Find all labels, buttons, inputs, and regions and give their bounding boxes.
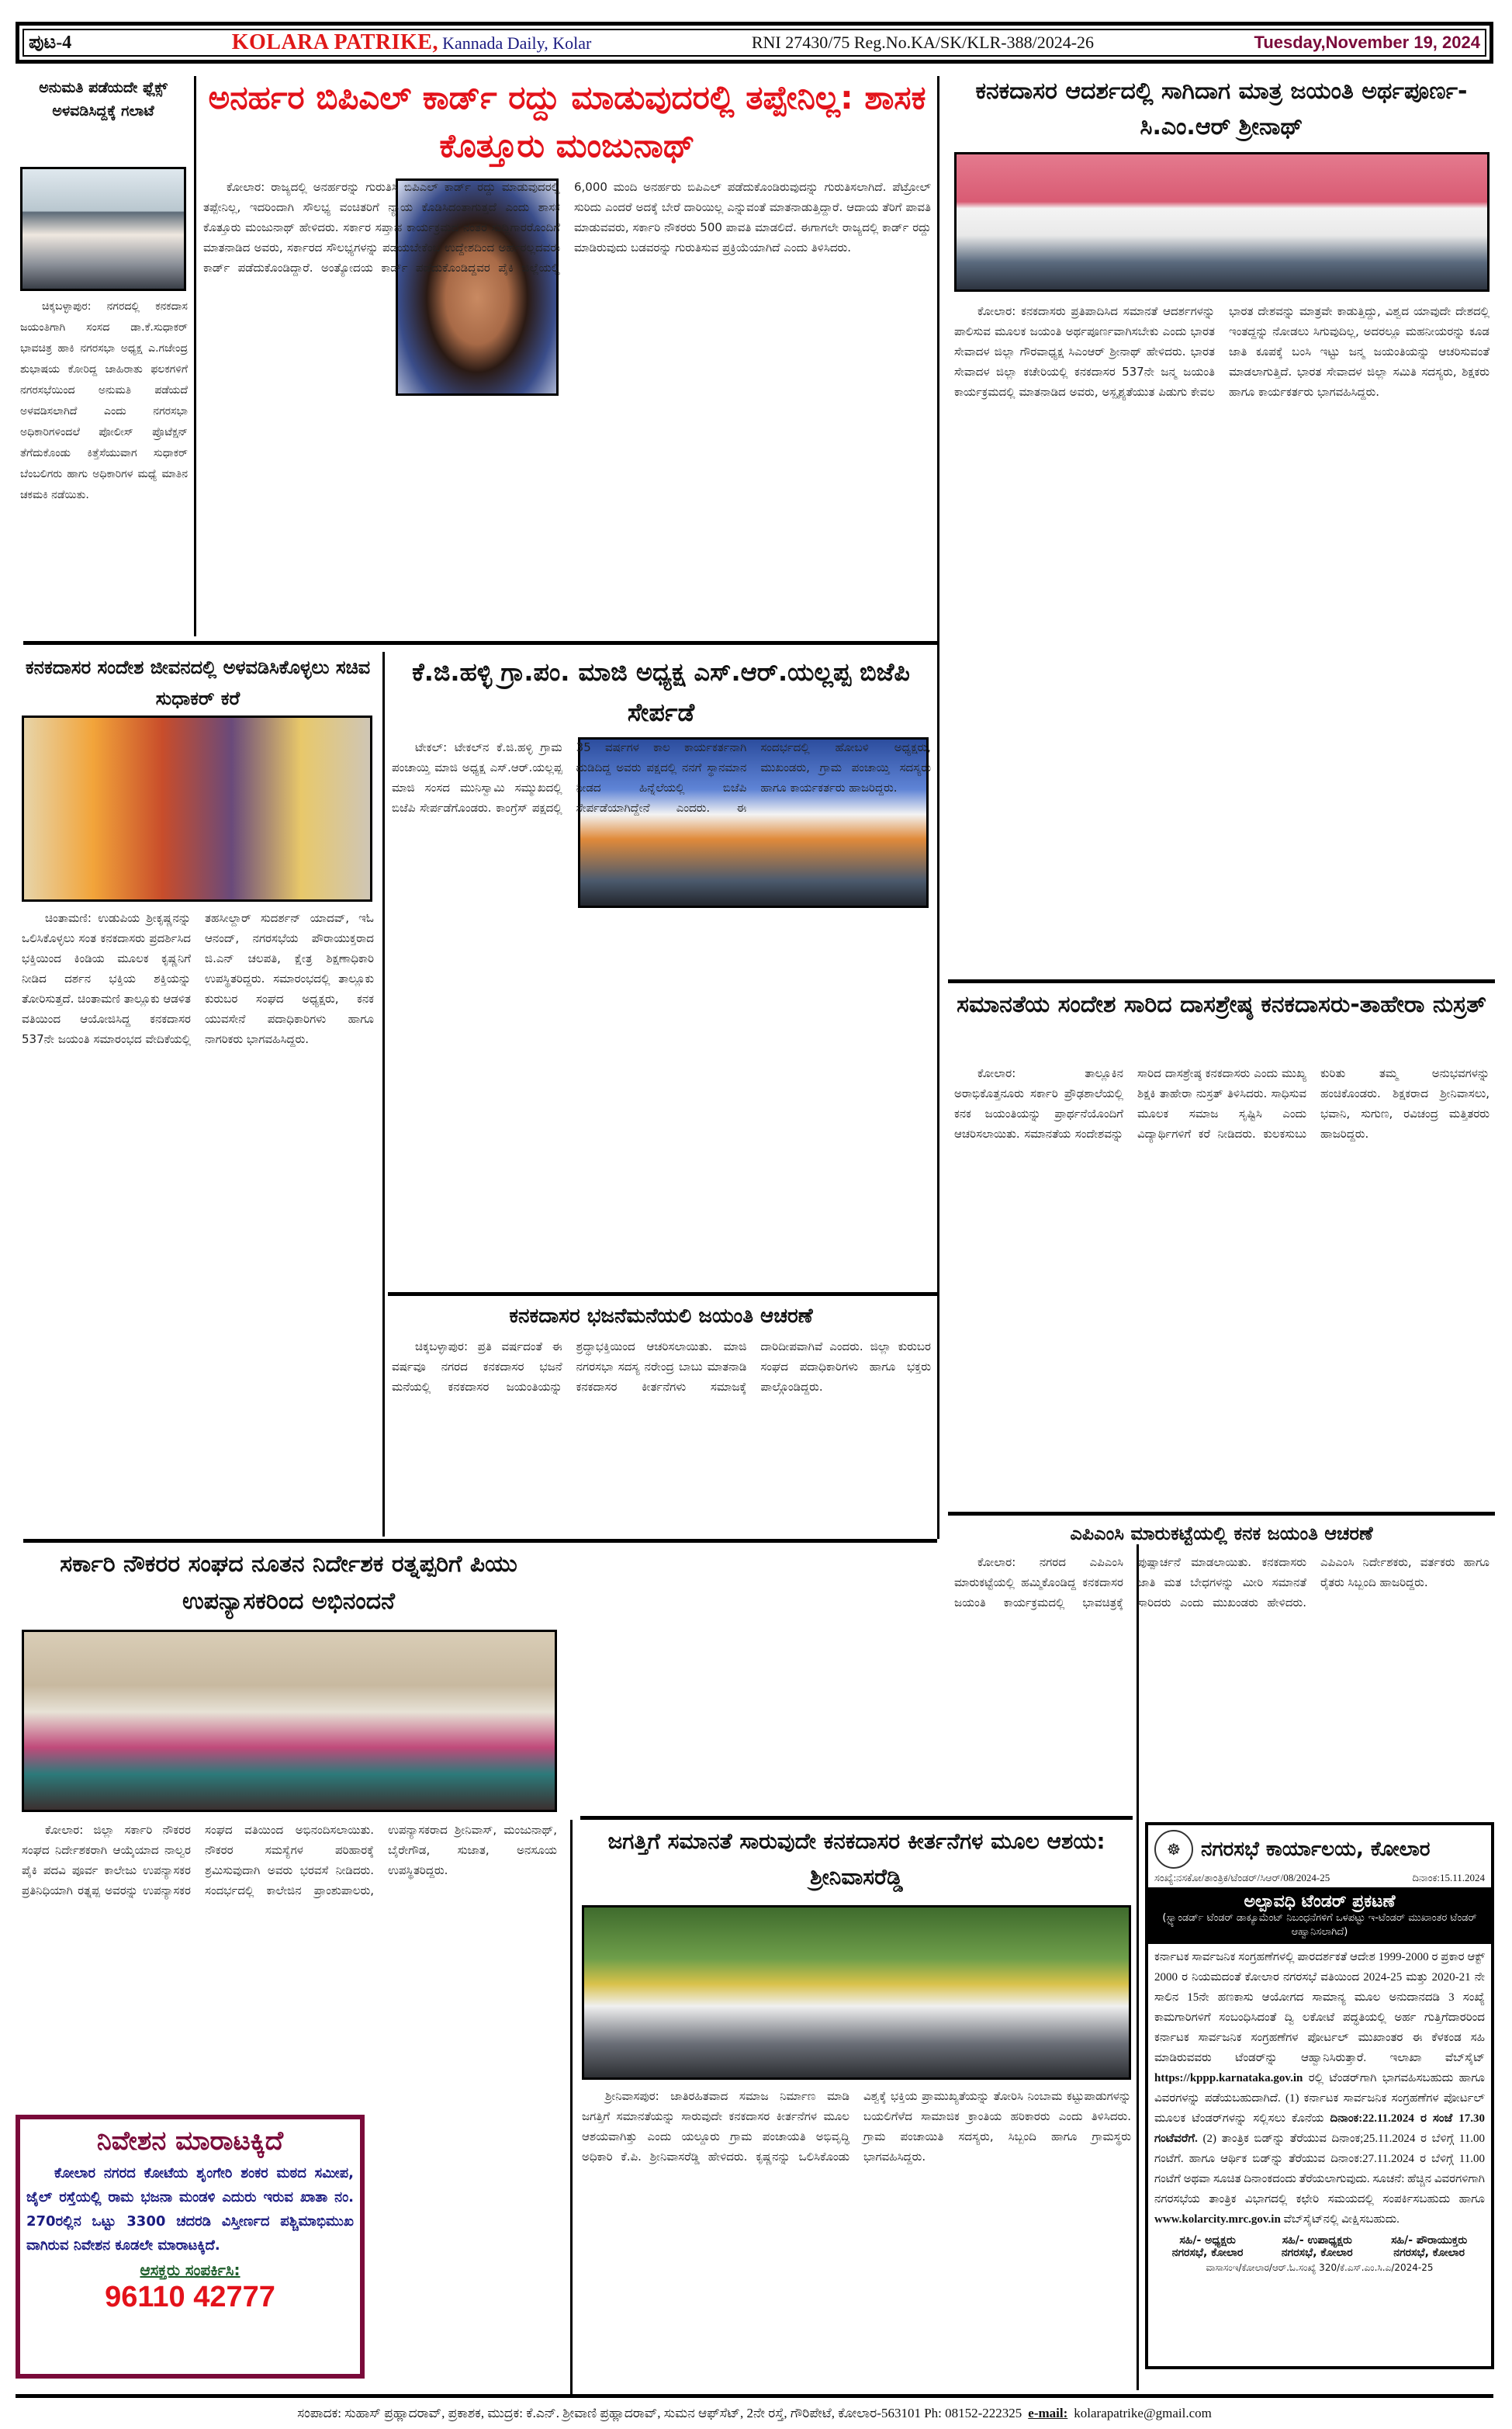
- email-address[interactable]: kolarapatrike@gmail.com: [1074, 2406, 1212, 2420]
- headline-flex: ಅನುಮತಿ ಪಡೆಯದೇ ಫ್ಲೆಕ್ಸ್ ಅಳವಡಿಸಿದ್ದಕ್ಕೆ ಗಲಾಟೆ: [39, 79, 168, 120]
- section-divider: [388, 1292, 937, 1296]
- headline-apmc: ಎಪಿಎಂಸಿ ಮಾರುಕಟ್ಟೆಯಲ್ಲಿ ಕನಕ ಜಯಂತಿ ಆಚರಣೆ: [1070, 1523, 1373, 1544]
- article-text: ಟೇಕಲ್: ಟೇಕಲ್‌ನ ಕೆ.ಜಿ.ಹಳ್ಳಿ ಗ್ರಾಮ ಪಂಚಾಯ್ತಿ ಮಾಜಿ ಅಧ್ಯಕ್ಷ ಎಸ್.ಆರ್.ಯಲ್ಲಪ್ಪ ಮಾಜಿ ಸಂಸದ ಮುನಿಸ್ವಾಮಿ ಸಮ್ಮುಖದಲ್ಲಿ ಬಿಜೆಪಿ ಸೇರ್ಪಡೆಗೊಂಡರು. ಕಾಂಗ್ರೆಸ್ ಪಕ್ಷದಲ್ಲಿ 35 ವರ್ಷಗಳ ಕಾಲ ಕಾರ್ಯಕರ್ತನಾಗಿ ದುಡಿದಿದ್ದ ಅವರು ಪಕ್ಷದಲ್ಲಿ ನನಗೆ ಸ್ಥಾನಮಾನ ನೀಡದ ಹಿನ್ನೆಲೆಯಲ್ಲಿ ಬಿಜೆಪಿ ಸೇರ್ಪಡೆಯಾಗಿದ್ದೇನೆ ಎಂದರು. ಈ ಸಂದರ್ಭದಲ್ಲಿ ಹೋಬಳಿ ಅಧ್ಯಕ್ಷರು, ಮುಖಂಡರು, ಗ್ರಾಮ ಪಂಚಾಯ್ತಿ ಸದಸ್ಯರು ಹಾಗೂ ಕಾರ್ಯಕರ್ತರು ಹಾಜರಿದ್ದರು.: [392, 740, 931, 815]
- newspaper-subtitle: Kannada Daily, Kolar: [442, 33, 592, 53]
- signatory-place: ನಗರಸಭೆ, ಕೋಲಾರ: [1171, 2247, 1244, 2259]
- photo-bharat-sevadal-event: [954, 152, 1490, 292]
- ad-plot-body: ಕೋಲಾರ ನಗರದ ಕೋಟೆಯ ಶೃಂಗೇರಿ ಶಂಕರ ಮಠದ ಸಮೀಪ, ಜೈಲ್ ರಸ್ತೆಯಲ್ಲಿ ರಾಮ ಭಜನಾ ಮಂಡಳಿ ಎದುರು ಇರುವ ಖಾತಾ ನಂ. 270ರಲ್ಲಿನ ಒಟ್ಟು 3300 ಚದರಡಿ ವಿಸ್ತೀರ್ಣದ ಪಶ್ಚಿಮಾಭಿಮುಖ ವಾಗಿರುವ ನಿವೇಶನ ಕೂಡಲೇ ಮಾರಾಟಕ್ಕಿದೆ.: [26, 2165, 354, 2254]
- article-body-bhajane: [392, 1336, 931, 1535]
- signatory-role: ಸಹಿ/- ಅಧ್ಯಕ್ಷರು: [1179, 2234, 1236, 2247]
- ad-plot-title: ನಿವೇಶನ ಮಾರಾಟಕ್ಕಿದೆ: [96, 2126, 284, 2157]
- article-body-flex: [20, 296, 188, 636]
- tender-ref-no: ಸಂಖ್ಯೆ:ನಸಕೋ/ತಾಂತ್ರಿಕ/ಟೆಂಡರ್/ಸಿಆರ್/08/2024-25: [1154, 1872, 1330, 1883]
- article-body-apmc: [954, 1552, 1490, 1812]
- registration-number: RNI 27430/75 Reg.No.KA/SK/KLR-388/2024-26: [751, 33, 1095, 52]
- issue-date: Tuesday,November 19, 2024: [1254, 33, 1480, 52]
- article-text: ಕೋಲಾರ: ತಾಲ್ಲೂಕಿನ ಅರಾಭಿಕೊತ್ತನೂರು ಸರ್ಕಾರಿ ಪ್ರೌಢಶಾಲೆಯಲ್ಲಿ ಕನಕ ಜಯಂತಿಯನ್ನು ಪ್ರಾರ್ಥನೆಯೊಂದಿಗೆ ಆಚರಿಸಲಾಯಿತು. ಸಮಾನತೆಯ ಸಂದೇಶವನ್ನು ಸಾರಿದ ದಾಸಶ್ರೇಷ್ಠ ಕನಕದಾಸರು ಎಂದು ಮುಖ್ಯ ಶಿಕ್ಷಕಿ ತಾಹೇರಾ ನುಸ್ರತ್ ತಿಳಿಸಿದರು. ಸಾಧಿಸುವ ಮೂಲಕ ಸಮಾಜ ಸೃಷ್ಟಿಸಿ ಎಂದು ವಿದ್ಯಾರ್ಥಿಗಳಿಗೆ ಕರೆ ನೀಡಿದರು. ಕುಲಕಸುಬು ಕುರಿತು ತಮ್ಮ ಅನುಭವಗಳನ್ನು ಹಂಚಿಕೊಂಡರು. ಶಿಕ್ಷಕರಾದ ಶ್ರೀನಿವಾಸಲು, ಭವಾನಿ, ಸುಗುಣ, ರವಿಚಂದ್ರ ಮತ್ತಿತರರು ಹಾಜರಿದ್ದರು.: [954, 1066, 1490, 1141]
- article-text: ಚಿಂತಾಮಣಿ: ಉಡುಪಿಯ ಶ್ರೀಕೃಷ್ಣನನ್ನು ಒಲಿಸಿಕೊಳ್ಳಲು ಸಂತ ಕನಕದಾಸರು ಪ್ರದರ್ಶಿಸಿದ ಭಕ್ತಿಯಿಂದ ಕಿಂಡಿಯ ಮೂಲಕ ಕೃಷ್ಣನಿಗೆ ನೀಡಿದ ದರ್ಶನ ಭಕ್ತಿಯ ಶಕ್ತಿಯನ್ನು ತೋರಿಸುತ್ತದೆ. ಚಿಂತಾಮಣಿ ತಾಲ್ಲೂಕು ಆಡಳಿತ ವತಿಯಿಂದ ಆಯೋಜಿಸಿದ್ದ ಕನಕದಾಸರ 537ನೇ ಜಯಂತಿ ಸಮಾರಂಭದ ವೇದಿಕೆಯಲ್ಲಿ ತಹಸೀಲ್ದಾರ್ ಸುದರ್ಶನ್ ಯಾದವ್, ಇಓ ಆನಂದ್, ನಗರಸಭೆಯ ಪೌರಾಯುಕ್ತರಾದ ಜಿ.ಎನ್ ಚಲಪತಿ, ಕ್ಷೇತ್ರ ಶಿಕ್ಷಣಾಧಿಕಾರಿ ಉಪಸ್ಥಿತರಿದ್ದರು. ಸಮಾರಂಭದಲ್ಲಿ ತಾಲ್ಲೂಕು ಕುರುಬರ ಸಂಘದ ಅಧ್ಯಕ್ಷರು, ಕನಕ ಯುವಸೇನೆ ಪದಾಧಿಕಾರಿಗಳು ಹಾಗೂ ನಾಗರಿಕರು ಭಾಗವಹಿಸಿದ್ದರು.: [22, 911, 374, 1046]
- tender-deadline: ದಿನಾಂಕ:22.11.2024 ರ ಸಂಜೆ 17.30 ಗಂಟೆವರೆಗೆ.: [1154, 2112, 1486, 2145]
- article-text: ಕೋಲಾರ: ನಗರದ ಎಪಿಎಂಸಿ ಮಾರುಕಟ್ಟೆಯಲ್ಲಿ ಹಮ್ಮಿಕೊಂಡಿದ್ದ ಕನಕದಾಸರ ಜಯಂತಿ ಕಾರ್ಯಕ್ರಮದಲ್ಲಿ ಭಾವಚಿತ್ರಕ್ಕೆ ಪುಷ್ಪಾರ್ಚನೆ ಮಾಡಲಾಯಿತು. ಕನಕದಾಸರು ಜಾತಿ ಮತ ಬೇಧಗಳನ್ನು ಮೀರಿ ಸಮಾನತೆ ಸಾರಿದರು ಎಂದು ಮುಖಂಡರು ಹೇಳಿದರು. ಎಪಿಎಂಸಿ ನಿರ್ದೇಶಕರು, ವರ್ತಕರು ಹಾಗೂ ರೈತರು ಸಿಬ್ಬಂದಿ ಹಾಜರಿದ್ದರು.: [954, 1555, 1490, 1610]
- tender-note: ವೆಬ್‌ಸೈಟ್‌ನಲ್ಲಿ ವೀಕ್ಷಿಸಬಹುದು.: [1283, 2213, 1400, 2226]
- tender-fin-open: ಹಾಗೂ ಆರ್ಥಿಕ ಬಿಡ್‌ನ್ನು ತೆರೆಯುವ ದಿನಾಂಕ:27.11.2024 ರ ಬೆಳಿಗ್ಗೆ 11.00 ಗಂಟೆಗೆ ಅಥವಾ ಸೂಚಿತ ದಿನಾಂಕದಂದು ತೆರೆಯಲಾಗುವುದು.: [1154, 2153, 1485, 2185]
- signatory: [1172, 2234, 1244, 2259]
- column-divider: [937, 76, 939, 1539]
- email-label: e-mail:: [1028, 2406, 1068, 2420]
- signatory-role: ಸಹಿ/- ಉಪಾಧ್ಯಕ್ಷರು: [1282, 2234, 1352, 2247]
- headline-tahera: ಸಮಾನತೆಯ ಸಂದೇಶ ಸಾರಿದ ದಾಸಶ್ರೇಷ್ಠ ಕನಕದಾಸರು-ತಾಹೇರಾ ನುಸ್ರತ್: [957, 991, 1486, 1018]
- section-divider: [948, 979, 1495, 983]
- article-body-tahera: [954, 1063, 1490, 1507]
- headline-srinivasareddy: ಜಗತ್ತಿಗೆ ಸಮಾನತೆ ಸಾರುವುದೇ ಕನಕದಾಸರ ಕೀರ್ತನೆಗಳ ಮೂಲ ಆಶಯ: ಶ್ರೀನಿವಾಸರೆಡ್ಡಿ: [607, 1828, 1105, 1890]
- signatory-place: ನಗರಸಭೆ, ಕೋಲಾರ: [1393, 2247, 1465, 2259]
- tender-code: ವಾಸಾಸಂಇ/ಕೋಲಾರ/ಆರ್.ಓ.ಸಂಖ್ಯೆ 320/ಕೆ.ಎಸ್.ಎಂ.ಸಿ.ಎ/2024-25: [1206, 2262, 1434, 2273]
- tender-text: ಕರ್ನಾಟಕ ಸಾರ್ವಜನಿಕ ಸಂಗ್ರಹಣೆಗಳಲ್ಲಿ ಪಾರದರ್ಶಕತೆ ಆದೇಶ 1999-2000 ರ ಪ್ರಕಾರ ಆಕ್ಟ್ 2000 ರ ನಿಯಮದಂತೆ ಕೋಲಾರ ನಗರಸಭೆ ವತಿಯಿಂದ 2024-25 ಮತ್ತು 2020-21 ನೇ ಸಾಲಿನ 15ನೇ ಹಣಕಾಸು ಆಯೋಗದ ಸಾಮಾನ್ಯ ಮೂಲ ಅನುದಾನದಡಿ 3 ಸಂಖ್ಯೆ ಕಾಮಗಾರಿಗಳಿಗೆ ಸಂಬಂಧಿಸಿದಂತೆ ದ್ವಿ ಲಕೋಟೆ ಪದ್ಧತಿಯಲ್ಲಿ ಅರ್ಹ ಗುತ್ತಿಗೆದಾರರಿಂದ ಕರ್ನಾಟಕ ಸಾರ್ವಜನಿಕ ಸಂಗ್ರಹಣೆಗಳ ಪೋರ್ಟಲ್ ಮುಖಾಂತರ ಈ ಕೆಳಕಂಡ ಸಹಿ ಮಾಡಿರುವವರು ಟೆಂಡರ್‌ನ್ನು ಆಹ್ವಾನಿಸಿರುತ್ತಾರೆ. ಇಲಾಖಾ ವೆಬ್‌ಸೈಟ್: [1154, 1951, 1485, 2064]
- photo-kanakadasa-jayanti-village: [582, 1905, 1131, 2080]
- signatory-role: ಸಹಿ/- ಪೌರಾಯುಕ್ತರು: [1391, 2234, 1468, 2247]
- tender-portal-link[interactable]: https://kppp.karnataka.gov.in: [1154, 2072, 1303, 2084]
- headline-srinath: ಕನಕದಾಸರ ಆದರ್ಶದಲ್ಲಿ ಸಾಗಿದಾಗ ಮಾತ್ರ ಜಯಂತಿ ಅರ್ಥಪೂರ್ಣ- ಸಿ.ಎಂ.ಆರ್ ಶ್ರೀನಾಥ್: [975, 78, 1468, 140]
- tender-body: [1148, 1944, 1491, 2233]
- column-divider: [570, 1820, 573, 2394]
- article-text: ಶ್ರೀನಿವಾಸಪುರ: ಜಾತಿರಹಿತವಾದ ಸಮಾಜ ನಿರ್ಮಾಣ ಮಾಡಿ ಜಗತ್ತಿಗೆ ಸಮಾನತೆಯನ್ನು ಸಾರುವುದೇ ಕನಕದಾಸರ ಕೀರ್ತನೆಗಳ ಮೂಲ ಆಶಯವಾಗಿತ್ತು ಎಂದು ಯಲ್ದೂರು ಗ್ರಾಮ ಪಂಚಾಯತಿ ಅಭಿವೃದ್ಧಿ ಅಧಿಕಾರಿ ಕೆ.ಪಿ. ಶ್ರೀನಿವಾಸರೆಡ್ಡಿ ಹೇಳಿದರು. ಕೃಷ್ಣನನ್ನು ಒಲಿಸಿಕೊಂಡು ವಿಶ್ವಕ್ಕೆ ಭಕ್ತಿಯ ಪ್ರಾಮುಖ್ಯತೆಯನ್ನು ತೋರಿಸಿ ನಿಂಬಾಮ ಕಟ್ಟುಪಾಡುಗಳನ್ನು ಬಯಲಿಗೆಳೆದ ಸಾಮಾಜಿಕ ಕ್ರಾಂತಿಯ ಹರಿಕಾರರು ಎಂದು ತಿಳಿಸಿದರು. ಗ್ರಾಮ ಪಂಚಾಯಿತಿ ಸದಸ್ಯರು, ಸಿಬ್ಬಂದಿ ಹಾಗೂ ಗ್ರಾಮಸ್ಥರು ಭಾಗವಹಿಸಿದ್ದರು.: [582, 2089, 1131, 2164]
- article-text: ಕೋಲಾರ: ಕನಕದಾಸರು ಪ್ರತಿಪಾದಿಸಿದ ಸಮಾನತೆ ಆದರ್ಶಗಳನ್ನು ಪಾಲಿಸುವ ಮೂಲಕ ಜಯಂತಿ ಅರ್ಥಪೂರ್ಣವಾಗಿಸಬೇಕು ಎಂದು ಭಾರತ ಸೇವಾದಳ ಜಿಲ್ಲಾ ಗೌರವಾಧ್ಯಕ್ಷ ಸಿಎಂಆರ್ ಶ್ರೀನಾಥ್ ಹೇಳಿದರು. ಭಾರತ ಸೇವಾದಳ ಜಿಲ್ಲಾ ಕಚೇರಿಯಲ್ಲಿ ಕನಕದಾಸರ 537ನೇ ಜನ್ಮ ಜಯಂತಿ ಕಾರ್ಯಕ್ರಮದಲ್ಲಿ ಮಾತನಾಡಿದ ಅವರು, ಅಸ್ಪೃಶ್ಯತೆಯುತ ಪಿಡುಗು ಕೇವಲ ಭಾರತ ದೇಶವನ್ನು ಮಾತ್ರವೇ ಕಾಡುತ್ತಿದ್ದು, ವಿಶ್ವದ ಯಾವುದೇ ದೇಶದಲ್ಲಿ ಇಂತದ್ದನ್ನು ನೋಡಲು ಸಿಗುವುದಿಲ್ಲ, ಅದರಲ್ಲೂ ಮಹನೀಯರನ್ನು ಕೂಡ ಜಾತಿ ಕೂಪಕ್ಕೆ ಬಂಸಿ ಇಟ್ಟು ಜನ್ಮ ಜಯಂತಿಯನ್ನು ಆಚರಿಸುವಂತೆ ಮಾಡಲಾಗುತ್ತಿದೆ. ಭಾರತ ಸೇವಾದಳ ಜಿಲ್ಲಾ ಸಮಿತಿ ಸದಸ್ಯರು, ಶಿಕ್ಷಕರು ಹಾಗೂ ಕಾರ್ಯಕರ್ತರು ಭಾಗವಹಿಸಿದ್ದರು.: [954, 304, 1490, 399]
- headline-sudhakar: ಕನಕದಾಸರ ಸಂದೇಶ ಜೀವನದಲ್ಲಿ ಅಳವಡಿಸಿಕೊಳ್ಳಲು ಸಚಿವ ಸುಧಾಕರ್ ಕರೆ: [25, 657, 371, 709]
- column-divider: [194, 76, 196, 636]
- ad-plot-phone: 96110 42777: [105, 2281, 275, 2313]
- section-divider: [23, 641, 937, 645]
- photo-felicitation: [22, 1630, 557, 1812]
- tender-note: ಸೂಚನೆ: ಹೆಚ್ಚಿನ ವಿವರಗಳಿಗಾಗಿ ನಗರಸಭೆಯ ತಾಂತ್ರಿಕ ವಿಭಾಗದಲ್ಲಿ ಕಛೇರಿ ಸಮಯದಲ್ಲಿ ಸಂಪರ್ಕಿಸಬಹುದು ಹಾಗೂ: [1154, 2173, 1485, 2206]
- page-number: ಪುಟ-4: [29, 32, 72, 53]
- ad-plot-for-sale: [16, 2115, 365, 2379]
- tender-subtitle: (ಸ್ಟ್ಯಾಂಡರ್ಡ್ ಟೆಂಡರ್ ಡಾಕ್ಯೂಮೆಂಟ್ ನಿಬಂಧನೆಗಳಿಗೆ ಒಳಪಟ್ಟು ಇ-ಟೆಂಡರ್ ಮುಖಾಂತರ ಟೆಂಡರ್ ಆಹ್ವಾನಿಸಲಾಗಿದೆ): [1162, 1912, 1477, 1938]
- article-body-ratnappa: [22, 1820, 557, 2107]
- article-body-srinivasareddy: [582, 2086, 1131, 2389]
- article-body-yallappa: [392, 737, 931, 1288]
- tender-tech-open: (2) ತಾಂತ್ರಿಕ ಬಿಡ್‌ನ್ನು ತೆರೆಯುವ ದಿನಾಂಕ;25.11.2024 ರ ಬೆಳಿಗ್ಗೆ 11.00 ಗಂಟೆಗೆ.: [1154, 2133, 1485, 2165]
- imprint-text: ಸಂಪಾದಕ: ಸುಹಾಸ್ ಪ್ರಹ್ಲಾದರಾವ್, ಪ್ರಕಾಶಕ, ಮುದ್ರಕ: ಕೆ.ಎನ್. ಶ್ರೀವಾಣಿ ಪ್ರಹ್ಲಾದರಾವ್, ಸುಮನ ಆಫ್‌ಸೆಟ್, 2ನೇ ರಸ್ತೆ, ಗೌರಿಪೇಟೆ, ಕೋಲಾರ-563101 Ph: 08152-222325: [297, 2406, 1022, 2420]
- headline-bhajane: ಕನಕದಾಸರ ಭಜನೆಮನೆಯಲಿ ಜಯಂತಿ ಆಚರಣೆ: [509, 1305, 813, 1328]
- headline-bpl: ಅನರ್ಹರ ಬಿಪಿಎಲ್ ಕಾರ್ಡ್ ರದ್ದು ಮಾಡುವುದರಲ್ಲಿ ತಪ್ಪೇನಿಲ್ಲ: ಶಾಸಕ ಕೊತ್ತೂರು ಮಂಜುನಾಥ್: [208, 78, 926, 165]
- tender-ref-date: ದಿನಾಂಕ:15.11.2024: [1412, 1872, 1485, 1883]
- tender-website-link[interactable]: www.kolarcity.mrc.gov.in: [1154, 2213, 1281, 2226]
- tender-text: ರಲ್ಲಿ ಟೆಂಡರ್‌ಗಾಗಿ ಭಾಗವಹಿಸಬಹುದು ಹಾಗೂ ವಿವರಗಳನ್ನು ಪಡೆಯಬಹುದಾಗಿದೆ. (1) ಕರ್ನಾಟಕ ಸಾರ್ವಜನಿಕ ಸಂಗ್ರಹಣೆಗಳ ಪೋರ್ಟಲ್ ಮೂಲಕ ಟೆಂಡರ್‌ಗಳನ್ನು ಸಲ್ಲಿಸಲು ಕೊನೆಯ: [1154, 2072, 1486, 2125]
- ad-tender-notice: [1145, 1822, 1494, 2369]
- tender-signatories: [1148, 2233, 1491, 2261]
- section-divider: [23, 1539, 937, 1543]
- section-divider: [948, 1512, 1495, 1516]
- headline-yallappa: ಕೆ.ಜಿ.ಹಳ್ಳಿ ಗ್ರಾ.ಪಂ. ಮಾಜಿ ಅಧ್ಯಕ್ಷ ಎಸ್.ಆರ್.ಯಲ್ಲಪ್ಪ ಬಿಜೆಪಿ ಸೇರ್ಪಡೆ: [412, 657, 910, 727]
- signatory-place: ನಗರಸಭೆ, ಕೋಲಾರ: [1281, 2247, 1353, 2259]
- article-body-sudhakar: [22, 908, 374, 1535]
- photo-kanakadasa-portrait-ceremony: [22, 716, 372, 902]
- karnataka-emblem-icon: ☸: [1154, 1830, 1193, 1869]
- article-text: ಕೋಲಾರ: ಜಿಲ್ಲಾ ಸರ್ಕಾರಿ ನೌಕರರ ಸಂಘದ ನಿರ್ದೇಶಕರಾಗಿ ಆಯ್ಕೆಯಾದ ನಾಲ್ವರ ಪೈಕಿ ಪದವಿ ಪೂರ್ವ ಕಾಲೇಜು ಉಪನ್ಯಾಸಕರ ಪ್ರತಿನಿಧಿಯಾಗಿ ರತ್ನಪ್ಪ ಅವರನ್ನು ಉಪನ್ಯಾಸಕರ ಸಂಘದ ವತಿಯಿಂದ ಅಭಿನಂದಿಸಲಾಯಿತು. ನೌಕರರ ಸಮಸ್ಯೆಗಳ ಪರಿಹಾರಕ್ಕೆ ಶ್ರಮಿಸುವುದಾಗಿ ಅವರು ಭರವಸೆ ನೀಡಿದರು. ಸಂದರ್ಭದಲ್ಲಿ ಕಾಲೇಜಿನ ಪ್ರಾಂಶುಪಾಲರು, ಉಪನ್ಯಾಸಕರಾದ ಶ್ರೀನಿವಾಸ್, ಮಂಜುನಾಥ್, ಬೈರೇಗೌಡ, ಸುಜಾತ, ಅನಸೂಯ ಉಪಸ್ಥಿತರಿದ್ದರು.: [22, 1823, 557, 1897]
- column-divider: [382, 652, 385, 1537]
- headline-ratnappa: ಸರ್ಕಾರಿ ನೌಕರರ ಸಂಘದ ನೂತನ ನಿರ್ದೇಶಕ ರತ್ನಪ್ಪರಿಗೆ ಪಿಯು ಉಪನ್ಯಾಸಕರಿಂದ ಅಭಿನಂದನೆ: [60, 1551, 517, 1615]
- section-divider: [580, 1816, 1133, 1820]
- signatory: [1282, 2234, 1353, 2259]
- tender-title-band: [1148, 1887, 1491, 1944]
- article-text: ಚಿಕ್ಕಬಳ್ಳಾಪುರ: ಪ್ರತಿ ವರ್ಷದಂತೆ ಈ ವರ್ಷವೂ ನಗರದ ಕನಕದಾಸರ ಭಜನೆ ಮನೆಯಲ್ಲಿ ಕನಕದಾಸರ ಜಯಂತಿಯನ್ನು ಶ್ರದ್ಧಾಭಕ್ತಿಯಿಂದ ಆಚರಿಸಲಾಯಿತು. ಮಾಜಿ ನಗರಸಭಾ ಸದಸ್ಯ ನರೇಂದ್ರ ಬಾಬು ಮಾತನಾಡಿ ಕನಕದಾಸರ ಕೀರ್ತನೆಗಳು ಸಮಾಜಕ್ಕೆ ದಾರಿದೀಪವಾಗಿವೆ ಎಂದರು. ಜಿಲ್ಲಾ ಕುರುಬರ ಸಂಘದ ಪದಾಧಿಕಾರಿಗಳು ಹಾಗೂ ಭಕ್ತರು ಪಾಲ್ಗೊಂಡಿದ್ದರು.: [392, 1339, 931, 1394]
- tender-title: ಅಲ್ಪಾವಧಿ ಟೆಂಡರ್ ಪ್ರಕಟಣೆ: [1244, 1892, 1396, 1911]
- newspaper-name: KOLARA PATRIKE,: [231, 30, 438, 54]
- article-text: ಚಿಕ್ಕಬಳ್ಳಾಪುರ: ನಗರದಲ್ಲಿ ಕನಕದಾಸ ಜಯಂತಿಗಾಗಿ ಸಂಸದ ಡಾ.ಕೆ.ಸುಧಾಕರ್ ಭಾವಚಿತ್ರ ಹಾಕಿ ನಗರಸಭಾ ಅಧ್ಯಕ್ಷ ಎ.ಗಜೇಂದ್ರ ಶುಭಾಷಯ ಕೋರಿದ್ದ ಜಾಹಿರಾತು ಫಲಕಗಳಿಗೆ ನಗರಸಭೆಯಿಂದ ಅನುಮತಿ ಪಡೆಯದೆ ಅಳವಡಿಸಲಾಗಿದೆ ಎಂದು ನಗರಸಭಾ ಅಧಿಕಾರಿಗಳಿಂದಲೆ ಪೋಲೀಸ್ ಪ್ರೊಟೆಕ್ಷನ್ ತೆಗೆದುಕೊಂಡು ಕಿತ್ತೆಸೆಯುವಾಗ ಸುಧಾಕರ್ ಬೆಂಬಲಿಗರು ಹಾಗು ಅಧಿಕಾರಿಗಳ ಮಧ್ಯೆ ಮಾತಿನ ಚಕಮಕಿ ನಡೆಯಿತು.: [20, 300, 188, 501]
- imprint-footer: [16, 2394, 1493, 2429]
- masthead: [16, 22, 1493, 64]
- article-body-bpl: [203, 177, 931, 638]
- article-text: ಕೋಲಾರ: ರಾಜ್ಯದಲ್ಲಿ ಅನರ್ಹರನ್ನು ಗುರುತಿಸಿ ಬಿಪಿಎಲ್ ಕಾರ್ಡ್ ರದ್ದು ಮಾಡುವುದರಲ್ಲಿ ತಪ್ಪೇನಿಲ್ಲ, ಇದರಿಂದಾಗಿ ಸೌಲಭ್ಯ ವಂಚಿತರಿಗೆ ನ್ಯಾಯ ಕೊಡಿಸಿದಂತಾಗುತ್ತದೆ ಎಂದು ಶಾಸಕ ಕೊತ್ತೂರು ಮಂಜುನಾಥ್ ಹೇಳಿದರು. ಸರ್ಕಾರ ಸಪ್ತಾಹ ಕಾರ್ಯಕ್ರಮದ ನಂತರ ಸುದ್ದಿಗಾರರೊಂದಿಗೆ ಮಾತನಾಡಿದ ಅವರು, ಸರ್ಕಾರದ ಸೌಲಭ್ಯಗಳನ್ನು ಪಡೆಯಬೇಕೆಂಬ ಉದ್ದೇಶದಿಂದ ಅರ್ಹರಲ್ಲದವರು ಕಾರ್ಡ್ ಪಡೆದುಕೊಂಡಿದ್ದಾರೆ. ಅಂತ್ಯೋದಯ ಕಾರ್ಡ್ ಪಡೆದುಕೊಂಡಿದ್ದವರ ಪೈಕಿ ಜಿಲ್ಲೆಯಲ್ಲಿ 6,000 ಮಂದಿ ಅನರ್ಹರು ಬಿಪಿಎಲ್ ಪಡೆದುಕೊಂಡಿರುವುದನ್ನು ಗುರುತಿಸಲಾಗಿದೆ. ಪೆಟ್ರೋಲ್ ಸುರಿದು ಎಂದರೆ ಅದಕ್ಕೆ ಬೇರೆ ದಾರಿಯಿಲ್ಲ ಎನ್ನುವಂತೆ ಮಾತನಾಡುತ್ತಿದ್ದಾರೆ. ಆದಾಯ ತೆರಿಗೆ ಪಾವತಿ ಮಾಡುವವರು, ಸರ್ಕಾರಿ ನೌಕರರು 500 ಪಾವತಿ ಮಾಡಲಿದೆ. ಈಗಾಗಲೇ ರಾಜ್ಯದಲ್ಲಿ ಕಾರ್ಡ್ ರದ್ದು ಮಾಡಿರುವುದು ಬಡವರನ್ನು ಗುರುತಿಸುವ ಪ್ರಕ್ರಿಯೆಯಾಗಿದೆ ಎಂದು ತಿಳಿಸಿದರು.: [203, 180, 931, 275]
- tender-office: ನಗರಸಭೆ ಕಾರ್ಯಾಲಯ, ಕೋಲಾರ: [1201, 1837, 1431, 1861]
- signatory: [1391, 2234, 1467, 2259]
- photo-flex-dispute: [20, 167, 186, 291]
- masthead-title-group: [232, 30, 592, 55]
- article-body-srinath: [954, 301, 1490, 975]
- ad-plot-contact-label: ಆಸಕ್ತರು ಸಂಪರ್ಕಿಸಿ:: [140, 2261, 240, 2279]
